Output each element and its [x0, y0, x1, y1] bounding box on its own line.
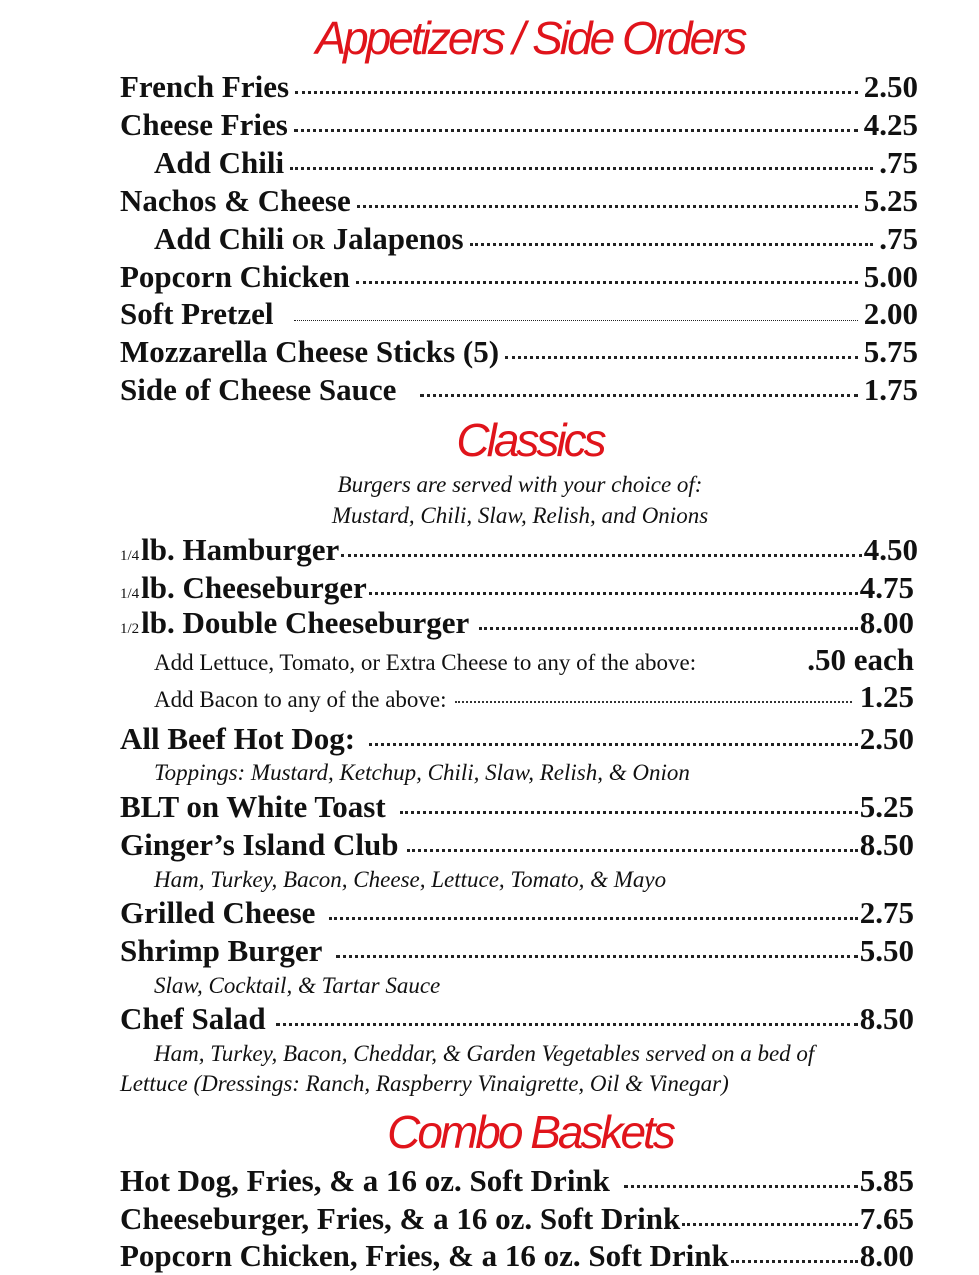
- menu-item: [120, 295, 918, 333]
- leader-dots: [505, 356, 858, 359]
- item-price: 8.50: [859, 827, 914, 862]
- item-name: lb. Hamburger: [141, 532, 340, 567]
- item-description: Ham, Turkey, Bacon, Cheddar, & Garden Vegetables served on a bed of: [154, 1041, 815, 1066]
- addon-price: 1.25: [859, 679, 914, 714]
- leader-dots: [407, 849, 858, 852]
- item-name: Popcorn Chicken: [120, 259, 350, 294]
- item-price: 2.75: [859, 895, 914, 930]
- leader-dots: [455, 701, 852, 703]
- item-name: Grilled Cheese: [120, 895, 316, 930]
- item-price: 8.50: [859, 1001, 914, 1036]
- classics-heading: Classics: [456, 414, 604, 466]
- item-price: .75: [879, 221, 918, 256]
- item-description: Lettuce (Dressings: Ranch, Raspberry Vinaigrette, Oil & Vinegar): [120, 1071, 729, 1096]
- menu-item: [120, 1000, 914, 1038]
- item-name: Ginger’s Island Club: [120, 827, 399, 862]
- item-name: Side of Cheese Sauce: [120, 372, 397, 407]
- item-price: 5.25: [863, 183, 918, 218]
- appetizers-heading: Appetizers / Side Orders: [315, 12, 745, 64]
- addon-row: [154, 679, 914, 715]
- menu-item: [120, 258, 918, 296]
- item-price: 8.00: [859, 1238, 914, 1273]
- item-price: 4.75: [859, 570, 914, 605]
- item-fraction: 1/2: [120, 621, 140, 637]
- item-name: BLT on White Toast: [120, 789, 386, 824]
- addon-text: Add Bacon to any of the above:: [154, 687, 447, 712]
- leader-dots: [294, 129, 858, 132]
- burger-intro: Mustard, Chili, Slaw, Relish, and Onions: [331, 503, 709, 528]
- item-name: lb. Double Cheeseburger: [141, 605, 470, 640]
- addon-row: [154, 642, 914, 678]
- combo-item: [120, 1162, 914, 1200]
- leader-dots: [369, 743, 858, 746]
- menu-item: [120, 182, 918, 220]
- menu-item: [120, 106, 918, 144]
- menu-item: [120, 788, 914, 826]
- leader-dots: [336, 955, 857, 958]
- leader-dots: [400, 811, 858, 814]
- addon-text: Add Lettuce, Tomato, or Extra Cheese to any of the above:: [154, 650, 697, 675]
- leader-dots: [341, 554, 862, 557]
- leader-dots: [357, 205, 858, 208]
- item-name: Mozzarella Cheese Sticks (5): [120, 334, 500, 369]
- item-name: [154, 220, 464, 261]
- burger-intro: Burgers are served with your choice of:: [337, 472, 703, 497]
- leader-dots: [369, 592, 858, 595]
- leader-dots: [420, 394, 857, 397]
- item-price: 1.75: [863, 372, 918, 407]
- menu-item: [154, 220, 918, 258]
- item-price: 4.50: [863, 532, 918, 567]
- item-price: 5.50: [859, 933, 914, 968]
- combo-item: [120, 1237, 914, 1275]
- item-price: 5.85: [859, 1163, 914, 1198]
- menu-item: [120, 720, 914, 758]
- menu-item: [120, 826, 914, 864]
- item-name: Cheeseburger, Fries, & a 16 oz. Soft Drink: [120, 1201, 681, 1236]
- item-description: Toppings: Mustard, Ketchup, Chili, Slaw, Relish, & Onion: [154, 760, 690, 785]
- item-connector: OR: [291, 229, 325, 254]
- item-fraction: 1/4: [120, 548, 140, 564]
- addon-price: .50 each: [807, 642, 914, 677]
- item-name: Soft Pretzel: [120, 296, 274, 331]
- menu-item: [154, 144, 918, 182]
- leader-dots: [470, 243, 874, 246]
- item-name: All Beef Hot Dog:: [120, 721, 356, 756]
- combo-item: [120, 1200, 914, 1238]
- leader-dots: [276, 1023, 858, 1026]
- leader-dots: [356, 281, 858, 284]
- item-name: Chef Salad: [120, 1001, 266, 1036]
- item-price: 7.65: [859, 1201, 914, 1236]
- item-price: 2.00: [863, 296, 918, 331]
- burger-item: [120, 569, 914, 607]
- item-fraction: 1/4: [120, 586, 140, 602]
- menu-item: [120, 894, 914, 932]
- item-name: Cheese Fries: [120, 107, 288, 142]
- combos-heading: Combo Baskets: [387, 1106, 673, 1158]
- item-price: 4.25: [863, 107, 918, 142]
- menu-item: [120, 68, 918, 106]
- item-price: 5.75: [863, 334, 918, 369]
- item-price: 2.50: [859, 721, 914, 756]
- item-description: Slaw, Cocktail, & Tartar Sauce: [154, 973, 441, 998]
- item-price: 5.25: [859, 789, 914, 824]
- menu-item: [120, 371, 918, 409]
- leader-dots: [479, 627, 858, 630]
- item-name: French Fries: [120, 69, 290, 104]
- leader-dots: [294, 320, 858, 321]
- leader-dots: [682, 1223, 858, 1226]
- leader-dots: [624, 1185, 858, 1188]
- item-price: 5.00: [863, 259, 918, 294]
- item-description: Ham, Turkey, Bacon, Cheese, Lettuce, Tomato, & Mayo: [154, 867, 667, 892]
- item-name: Shrimp Burger: [120, 933, 323, 968]
- item-name: lb. Cheeseburger: [141, 570, 367, 605]
- item-name: Popcorn Chicken, Fries, & a 16 oz. Soft Drink: [120, 1238, 729, 1273]
- leader-dots: [731, 1260, 858, 1263]
- item-price: .75: [879, 145, 918, 180]
- burger-item: [120, 604, 914, 642]
- leader-dots: [329, 917, 857, 920]
- item-price: 2.50: [863, 69, 918, 104]
- menu-item: [120, 333, 918, 371]
- item-name-part: Add Chili: [154, 221, 285, 256]
- item-name: Hot Dog, Fries, & a 16 oz. Soft Drink: [120, 1163, 610, 1198]
- item-price: 8.00: [859, 605, 914, 640]
- item-name: Nachos & Cheese: [120, 183, 351, 218]
- menu-item: [120, 932, 914, 970]
- leader-dots: [290, 167, 873, 170]
- item-name: Add Chili: [154, 145, 285, 180]
- burger-item: [120, 531, 918, 569]
- item-name-part: Jalapenos: [332, 221, 464, 256]
- leader-dots: [295, 91, 858, 94]
